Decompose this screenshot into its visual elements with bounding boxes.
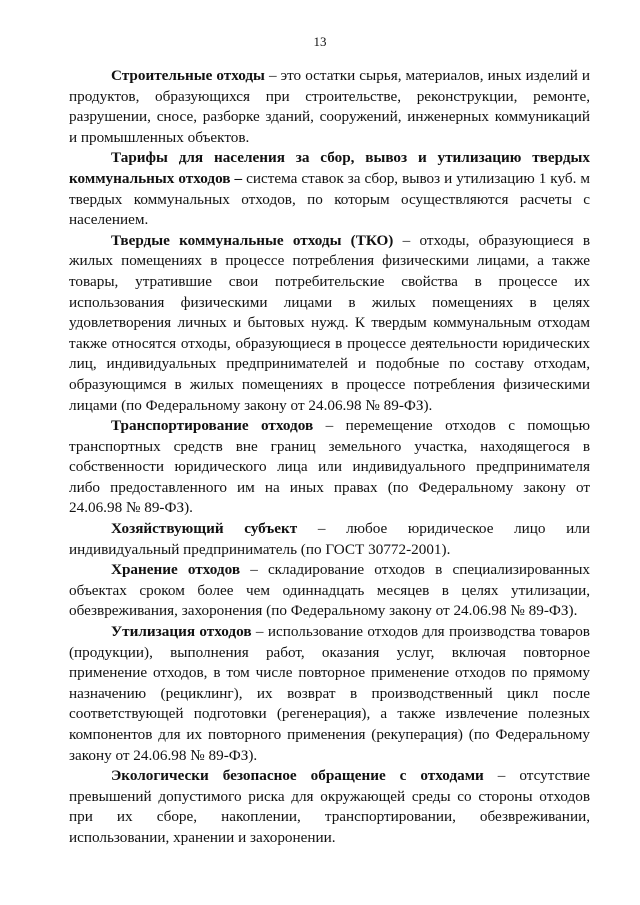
- glossary-definition: – складирование отходов в специализированных объектах сроком более чем одиннадцать месяцев в целях утилизации, обезвреживания, захоронения (по Федеральному закону от 24.06.98 № 89-ФЗ).: [69, 561, 590, 620]
- glossary-term: Транспортирование отходов: [111, 417, 314, 435]
- glossary-entry-transportation: [69, 416, 590, 519]
- glossary-definition: – использование отходов для производства товаров (продукции), выполнения работ, оказания услуг, включая повторное применение отходов, в том числе повторное применение отходов по прямому назначению (рециклинг), их возврат в производственный цикл после соответствующей подготовки (регенерация), а также извлечение полезных компонентов для их повторного применения (рекуперация) (по Федеральному закону от 24.06.98 № 89-ФЗ).: [69, 623, 590, 764]
- glossary-definition: система ставок за сбор, вывоз и утилизацию 1 куб. м твердых коммунальных отходов, по которым осуществляются расчеты с населением.: [69, 169, 590, 229]
- glossary-entry-construction-waste: [69, 66, 590, 148]
- glossary-term: Твердые коммунальные отходы (ТКО): [111, 231, 394, 249]
- glossary-term: Тарифы для населения за сбор, вывоз и утилизацию твердых коммунальных отходов –: [69, 149, 590, 187]
- glossary-definition: – любое юридическое лицо или индивидуальный предприниматель (по ГОСТ 30772-2001).: [69, 520, 591, 558]
- glossary-term: Хранение отходов: [111, 561, 241, 579]
- glossary-text: [69, 66, 590, 849]
- glossary-term: Строительные отходы: [111, 67, 265, 84]
- glossary-definition: – это остатки сырья, материалов, иных изделий и продуктов, образующихся при строительстве, реконструкции, ремонте, разрушении, сносе, разборке зданий, сооружений, инженерных коммуникаций и промышленных объектов.: [69, 67, 590, 146]
- glossary-term: Утилизация отходов: [111, 623, 252, 641]
- glossary-entry-economic-entity: [69, 519, 590, 560]
- glossary-term: Экологически безопасное обращение с отходами: [111, 767, 484, 785]
- glossary-entry-safe-handling: [69, 766, 590, 848]
- glossary-definition: – перемещение отходов с помощью транспортных средств вне границ земельного участка, находящегося в собственности юридического лица или индивидуального предпринимателя либо предоставленного им на иных правах (по Федеральному закону от 24.06.98 № 89-ФЗ).: [69, 417, 590, 517]
- glossary-definition: – отходы, образующиеся в жилых помещениях в процессе потребления физическими лицами, а также товары, утратившие свои потребительские свойства в процессе их использования физическими лицами в жилых помещениях в целях удовлетворения личных и бытовых нужд. К твердым коммунальным отходам также относятся отходы, образующиеся в процессе деятельности юридических лиц, индивидуальных предпринимателей и подобные по составу отходам, образующимся в жилых помещениях в процессе потребления физическими лицами (по Федеральному закону от 24.06.98 № 89-ФЗ).: [69, 231, 591, 414]
- glossary-term: Хозяйствующий субъект: [111, 520, 298, 538]
- glossary-definition: – отсутствие превышений допустимого риска для окружающей среды со стороны отходов при их сборе, накоплении, транспортировании, обезвреживании, использовании, хранении и захоронении.: [69, 767, 590, 846]
- page-number: 13: [313, 34, 327, 49]
- glossary-entry-utilization: [69, 622, 590, 766]
- glossary-entry-tariffs: [69, 148, 590, 230]
- glossary-entry-storage: [69, 560, 590, 622]
- glossary-entry-msw: [69, 231, 590, 416]
